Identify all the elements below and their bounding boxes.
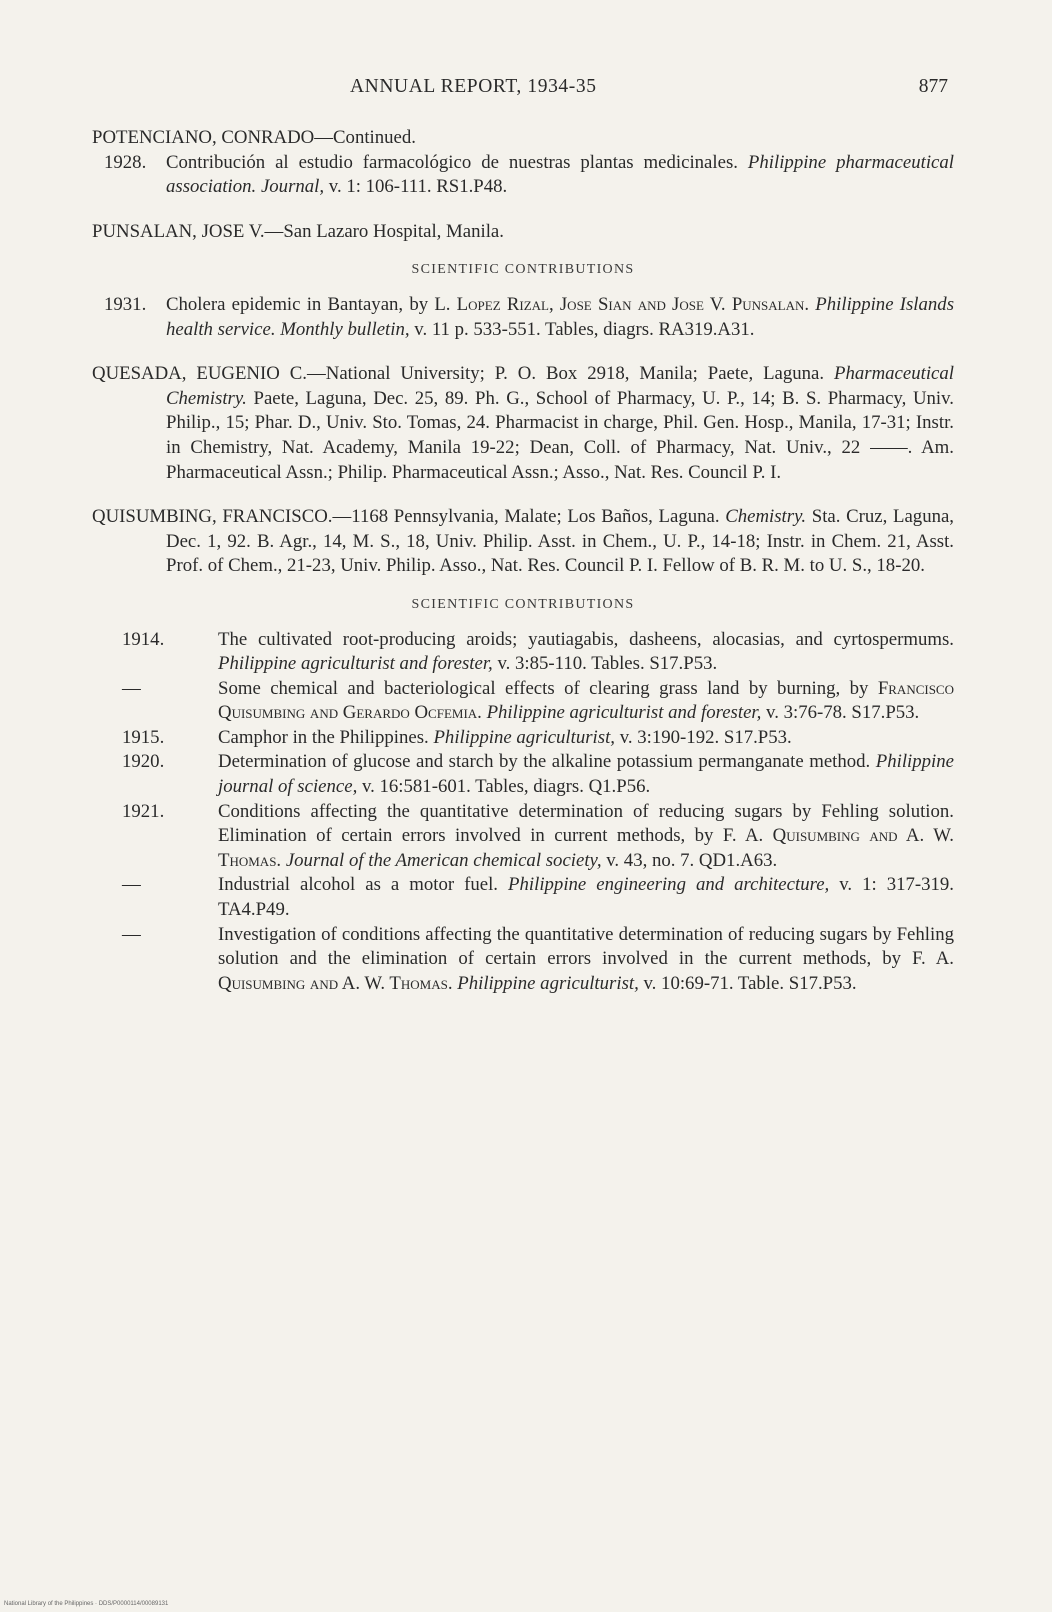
contribution-item bbox=[92, 293, 954, 342]
contribution-item bbox=[92, 873, 954, 922]
running-title: ANNUAL REPORT, 1934-35 bbox=[350, 76, 597, 97]
contribution-item bbox=[92, 677, 954, 726]
contribution-citation: v. 1: 317-319. TA4.P49. bbox=[218, 874, 955, 921]
page-header bbox=[0, 76, 1052, 106]
contribution-journal: Philippine agriculturist, bbox=[452, 972, 639, 994]
contribution-year: 1915. bbox=[122, 726, 165, 748]
contribution-year: — bbox=[122, 923, 141, 945]
entry-biography bbox=[92, 505, 954, 579]
section-subheading: SCIENTIFIC CONTRIBUTIONS bbox=[411, 262, 635, 278]
contribution-journal: Philippine engineering and architecture, bbox=[508, 874, 830, 896]
contribution-item bbox=[92, 151, 954, 200]
contribution-item bbox=[92, 726, 954, 751]
contribution-title: Conditions affecting the quantitative determination of reducing sugars by Fehling solution. Elimination of certain errors involved in current methods, by bbox=[218, 800, 954, 847]
entry-field: Chemistry. bbox=[725, 506, 807, 528]
contribution-item bbox=[92, 628, 954, 677]
contribution-item bbox=[92, 800, 954, 874]
contribution-year: 1920. bbox=[122, 751, 165, 773]
entry-biography bbox=[92, 362, 954, 485]
page-number: 877 bbox=[918, 76, 948, 97]
entry-name: QUESADA, EUGENIO C. bbox=[92, 363, 307, 385]
entry-address: —1168 Pennsylvania, Malate; Los Baños, Laguna. bbox=[332, 506, 726, 528]
contribution-year: 1921. bbox=[122, 800, 165, 822]
entry-details: Paete, Laguna, Dec. 25, 89. Ph. G., School of Pharmacy, U. P., 14; B. S. Pharmacy, Univ. Philip., 15; Phar. D., Univ. Sto. Tomas, 24. Pharmacist in charge, Phil. Gen. Hosp., Manila, 17-31; Instr. in Chemistry, Nat. Academy, Manila 19-22; Dean, Coll. of Pharmacy, Nat. Univ., 22 ——. Am. Pharmaceutical Assn.; Philip. Pharmaceutical Assn.; Asso., Nat. Res. Council P. I. bbox=[166, 387, 954, 483]
entry-details: Sta. Cruz, Laguna, Dec. 1, 92. B. Agr., 14, M. S., 18, Univ. Philip. Asst. in Chem., U. P., 14-18; Instr. in Chem. 21, Asst. Prof. of Chem., 21-23, Univ. Philip. Asso., Nat. Res. Council P. I. Fellow of B. R. M. to U. S., 18-20. bbox=[166, 506, 955, 577]
contribution-journal: Philippine agriculturist and forester, bbox=[481, 702, 762, 724]
contribution-citation: v. 3:76-78. S17.P53. bbox=[761, 702, 920, 724]
contribution-citation: v. 10:69-71. Table. S17.P53. bbox=[638, 972, 857, 994]
entry-quisumbing bbox=[92, 505, 954, 996]
contribution-citation: v. 3:190-192. S17.P53. bbox=[615, 726, 792, 748]
contribution-journal: Philippine journal of science, bbox=[218, 751, 954, 798]
entry-name: POTENCIANO, CONRADO—Continued. bbox=[92, 127, 416, 148]
entry-address: —National University; P. O. Box 2918, Manila; Paete, Laguna. bbox=[306, 363, 835, 385]
contribution-title: Camphor in the Philippines. bbox=[218, 726, 434, 748]
contribution-year: 1931. bbox=[104, 293, 147, 315]
contribution-title: Determination of glucose and starch by the alkaline potassium permanganate method. bbox=[218, 751, 876, 773]
section-subheading: SCIENTIFIC CONTRIBUTIONS bbox=[411, 596, 635, 612]
contribution-citation: v. 11 p. 533-551. Tables, diagrs. RA319.A31. bbox=[409, 318, 755, 340]
contribution-citation: v. 1: 106-111. RS1.P48. bbox=[324, 176, 508, 198]
contribution-citation: v. 3:85-110. Tables. S17.P53. bbox=[492, 653, 718, 675]
contribution-authors: F. A. Quisumbing and A. W. Thomas. bbox=[218, 948, 954, 994]
entry-potenciano bbox=[92, 126, 954, 200]
contribution-year: — bbox=[122, 874, 141, 896]
contribution-title: The cultivated root-producing aroids; yautiagabis, dasheens, alocasias, and cyrtospermums. bbox=[218, 628, 954, 650]
contribution-citation: v. 43, no. 7. QD1.A63. bbox=[601, 849, 778, 871]
entry-field: Pharmaceutical Chemistry. bbox=[166, 363, 954, 409]
contribution-journal: Philippine Islands health service. Monthly bulletin, bbox=[166, 293, 954, 340]
contribution-title: Cholera epidemic in Bantayan, by bbox=[166, 293, 435, 315]
contribution-title: Industrial alcohol as a motor fuel. bbox=[218, 874, 509, 896]
contribution-title: Investigation of conditions affecting the quantitative determination of reducing sugars by Fehling solution and the elimination of certain errors involved in the current methods, by bbox=[218, 923, 954, 970]
contribution-item bbox=[92, 750, 954, 799]
contribution-title: Some chemical and bacteriological effects of clearing grass land by burning, by bbox=[218, 677, 878, 699]
contribution-item bbox=[92, 923, 954, 997]
contribution-year: — bbox=[122, 677, 141, 699]
contribution-year: 1928. bbox=[104, 151, 147, 173]
scan-footer: National Library of the Philippines · DDS/P0000114/00089131 bbox=[4, 1601, 169, 1607]
contribution-journal: Journal of the American chemical society, bbox=[281, 849, 602, 871]
contribution-journal: Philippine pharmaceutical association. Journal, bbox=[166, 151, 954, 198]
contribution-title: Contribución al estudio farmacológico de nuestras plantas medicinales. bbox=[166, 151, 748, 173]
contribution-journal: Philippine agriculturist, bbox=[433, 726, 616, 748]
contribution-citation: v. 16:581-601. Tables, diagrs. Q1.P56. bbox=[357, 776, 651, 798]
entry-quesada bbox=[92, 362, 954, 485]
contribution-authors: Francisco Quisumbing and Gerardo Ocfemia. bbox=[218, 677, 954, 724]
contribution-journal: Philippine agriculturist and forester, bbox=[218, 653, 493, 675]
contribution-authors: F. A. Quisumbing and A. W. Thomas. bbox=[218, 825, 954, 871]
entry-name: QUISUMBING, FRANCISCO. bbox=[92, 506, 333, 528]
page-body bbox=[92, 126, 954, 996]
contribution-year: 1914. bbox=[122, 628, 165, 650]
entry-punsalan bbox=[92, 220, 954, 342]
contribution-authors: L. Lopez Rizal, Jose Sian and Jose V. Punsalan. bbox=[434, 293, 810, 315]
entry-name: PUNSALAN, JOSE V.—San Lazaro Hospital, Manila. bbox=[92, 220, 504, 242]
contribution-list bbox=[92, 628, 954, 997]
